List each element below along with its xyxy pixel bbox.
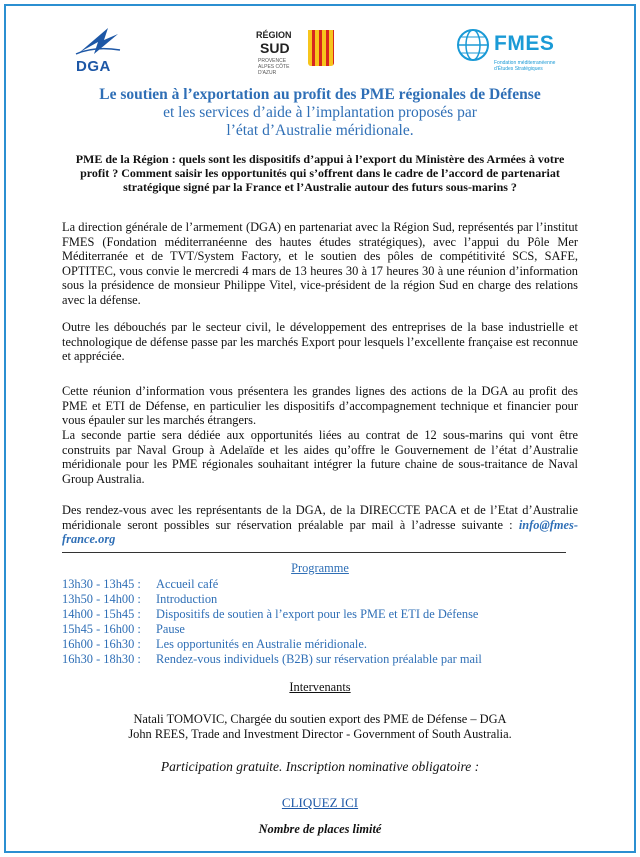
paragraph-4: La seconde partie sera dédiée aux opportunités liées au contrat de 12 sous-marins qui vont être construits par Naval Group à Adelaïde et les aides qu’offre le Gouvernement de l’état d’Australie méridionale pour les PME régionales souhaitant intégrer la future chaine de sous-traitance de Naval Group Australia. xyxy=(62,428,578,486)
paragraph-5-text: Des rendez-vous avec les représentants de la DGA, de la DIRECCTE PACA et de l’Etat d’Australie méridionale seront possibles sur réservation préalable par mail à l’adresse suivante : xyxy=(62,503,578,532)
region-logo-line2: SUD xyxy=(260,40,290,56)
region-sud-logo xyxy=(256,26,336,84)
title-line-3: l’état d’Australie méridionale. xyxy=(226,122,414,139)
programme-time: 13h50 - 14h00 : xyxy=(62,592,141,606)
divider xyxy=(62,552,566,553)
programme-label: Les opportunités en Australie méridionale. xyxy=(156,637,367,651)
globe-icon xyxy=(456,28,490,62)
contact-email-link[interactable]: info@fmes-france.org xyxy=(62,517,578,546)
paragraph-5 xyxy=(62,503,578,547)
paragraph-3: Cette réunion d’information vous présentera les grandes lignes des actions de la DGA au profit des PME et ETI de Défense, en particulier les dispositifs d’accompagnement technique et financier pour vous épauler sur les marchés étrangers. xyxy=(62,384,578,427)
programme-label: Pause xyxy=(156,622,185,636)
region-logo-line3: PROVENCE ALPES CÔTE D'AZUR xyxy=(258,58,290,76)
programme-item xyxy=(62,637,578,652)
programme-time: 15h45 - 16h00 : xyxy=(62,622,141,636)
dga-logo-text: DGA xyxy=(76,58,111,75)
region-logo-line1: RÉGION xyxy=(256,30,292,40)
title-main: Le soutien à l’exportation au profit des PME régionales de Défense xyxy=(99,86,541,103)
dga-logo xyxy=(64,24,134,84)
intervenant-2: John REES, Trade and Investment Director - Government of South Australia. xyxy=(128,727,512,741)
programme-label: Rendez-vous individuels (B2B) sur réservation préalable par mail xyxy=(156,652,482,666)
dga-emblem-icon xyxy=(74,24,124,58)
programme-list xyxy=(62,577,578,667)
programme-item xyxy=(62,607,578,622)
fmes-logo xyxy=(456,24,576,84)
programme-label: Accueil café xyxy=(156,577,219,591)
intervenants-list xyxy=(0,712,640,742)
programme-item xyxy=(62,652,578,667)
logo-bar xyxy=(0,24,640,84)
programme-time: 14h00 - 15h45 : xyxy=(62,607,141,621)
programme-time: 13h30 - 13h45 : xyxy=(62,577,141,591)
programme-item xyxy=(62,592,578,607)
programme-time: 16h00 - 16h30 : xyxy=(62,637,141,651)
title-line-2: et les services d’aide à l’implantation proposés par xyxy=(163,104,477,121)
document-title xyxy=(40,86,600,140)
participation-note: Participation gratuite. Inscription nominative obligatoire : xyxy=(160,759,480,774)
paragraph-2: Outre les débouchés par le secteur civil, le développement des entreprises de la base industrielle et technologique de défense passe par les marchés Export pour lesquels l’excellente française est reconnue et appréciée. xyxy=(62,320,578,363)
programme-label: Introduction xyxy=(156,592,218,606)
programme-item xyxy=(62,622,578,637)
limited-seats-note: Nombre de places limité xyxy=(258,822,382,836)
paragraph-1: La direction générale de l’armement (DGA) en partenariat avec la Région Sud, représentés par l’institut FMES (Fondation méditerranéenne des hautes études stratégiques), avec l’appui du Pôle Mer Méditerranée et de TVT/System Factory, et le soutien des pôles de compétitivité SCS, SAFE, OPTITEC, vous convie le mercredi 4 mars de 13 heures 30 à 17 heures 30 à une réunion d’information sous la présidence de monsieur Philippe Vitel, vice-président de la région Sud en charge des relations avec la défense. xyxy=(62,220,578,307)
region-flag-icon xyxy=(308,30,334,66)
fmes-logo-text: FMES xyxy=(494,32,555,55)
programme-label: Dispositifs de soutien à l’export pour les PME et ETI de Défense xyxy=(156,607,479,621)
programme-title: Programme xyxy=(291,561,349,575)
register-link[interactable]: CLIQUEZ ICI xyxy=(281,795,359,810)
intervenants-title: Intervenants xyxy=(289,680,351,694)
programme-item xyxy=(62,577,578,592)
intro-question: PME de la Région : quels sont les dispositifs d’appui à l’export du Ministère des Armées à votre profit ? Comment saisir les opportunités qui s’offrent dans le cadre de l’accord de partenariat stratégique signé par la France et l’Australie autour des futurs sous-marins ? xyxy=(75,152,565,194)
intervenant-1: Natali TOMOVIC, Chargée du soutien export des PME de Défense – DGA xyxy=(133,712,507,726)
fmes-logo-subtitle: Fondation méditerranéenne d'Études Stratégiques xyxy=(494,60,556,72)
programme-time: 16h30 - 18h30 : xyxy=(62,652,141,666)
